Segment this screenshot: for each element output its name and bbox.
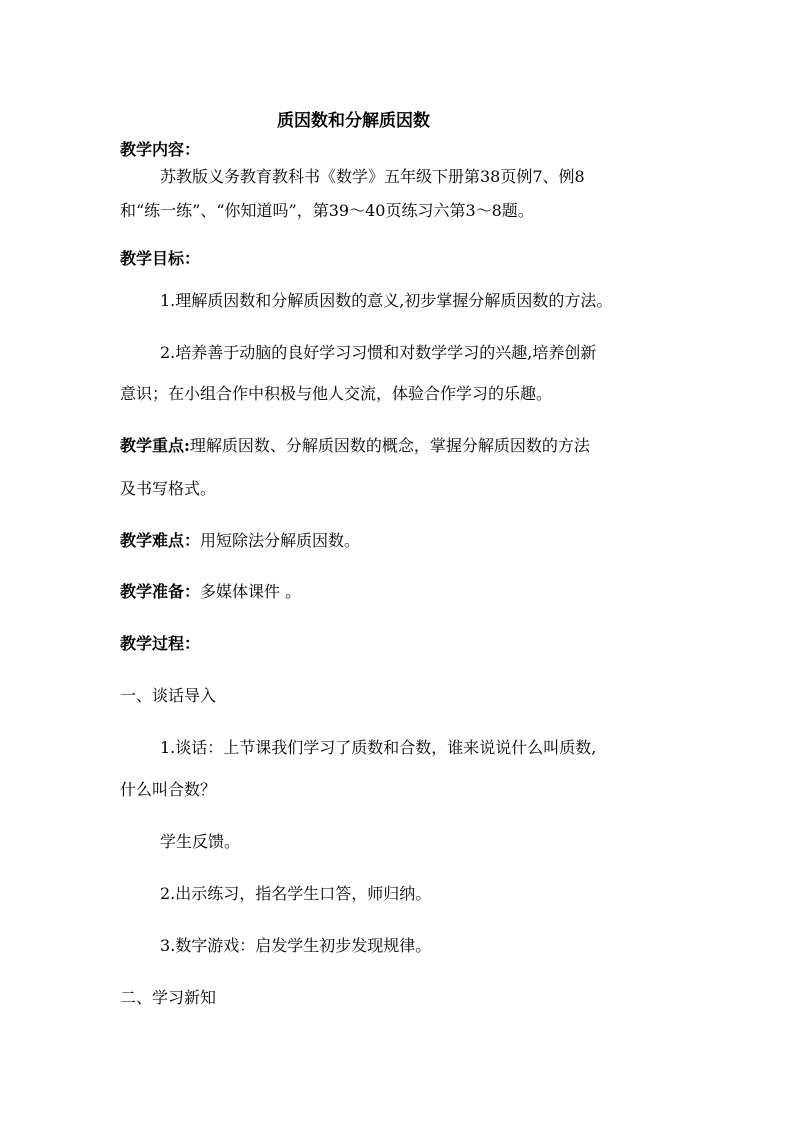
section-2-heading: 二、学习新知: [120, 988, 217, 1007]
preparation-text: 多媒体课件 。: [200, 582, 302, 601]
objective-item-2-line-2: 意识；在小组合作中积极与他人交流，体验合作学习的乐趣。: [120, 384, 553, 403]
step-2: 2.出示练习，指名学生口答，师归纳。: [160, 884, 432, 903]
process-heading: 教学过程：: [120, 634, 201, 653]
step-3: 3.数字游戏：启发学生初步发现规律。: [160, 936, 432, 955]
step-1-line-2: 什么叫合数？: [120, 780, 217, 799]
objective-item-1: 1.理解质因数和分解质因数的意义,初步掌握分解质因数的方法。: [160, 291, 613, 310]
difficulty-label: 教学难点：: [120, 531, 201, 550]
preparation-line: [120, 582, 301, 602]
content-line-2: 和“练一练”、“你知道吗”，第39～40页练习六第3～8题。: [120, 201, 534, 220]
content-line-1: 苏教版义务教育教科书《数学》五年级下册第38页例7、例8: [160, 167, 585, 186]
objective-item-2-line-1: 2.培养善于动脑的良好学习习惯和对数学学习的兴趣,培养创新: [160, 343, 597, 362]
difficulty-line: [120, 531, 360, 551]
objectives-heading: 教学目标：: [120, 249, 201, 268]
step-1-line-1: 1.谈话：上节课我们学习了质数和合数，谁来说说什么叫质数,: [160, 738, 597, 757]
key-points-label: 教学重点:: [120, 436, 190, 455]
key-points-text: 理解质因数、分解质因数的概念，掌握分解质因数的方法: [189, 436, 590, 455]
key-points-line-1: [120, 436, 590, 456]
document-title: 质因数和分解质因数: [277, 111, 430, 131]
preparation-label: 教学准备：: [120, 582, 201, 601]
student-feedback: 学生反馈。: [160, 832, 241, 851]
content-heading: 教学内容：: [120, 140, 201, 159]
section-1-heading: 一、谈话导入: [120, 686, 217, 705]
difficulty-text: 用短除法分解质因数。: [200, 531, 361, 550]
key-points-line-2: 及书写格式。: [120, 479, 217, 498]
